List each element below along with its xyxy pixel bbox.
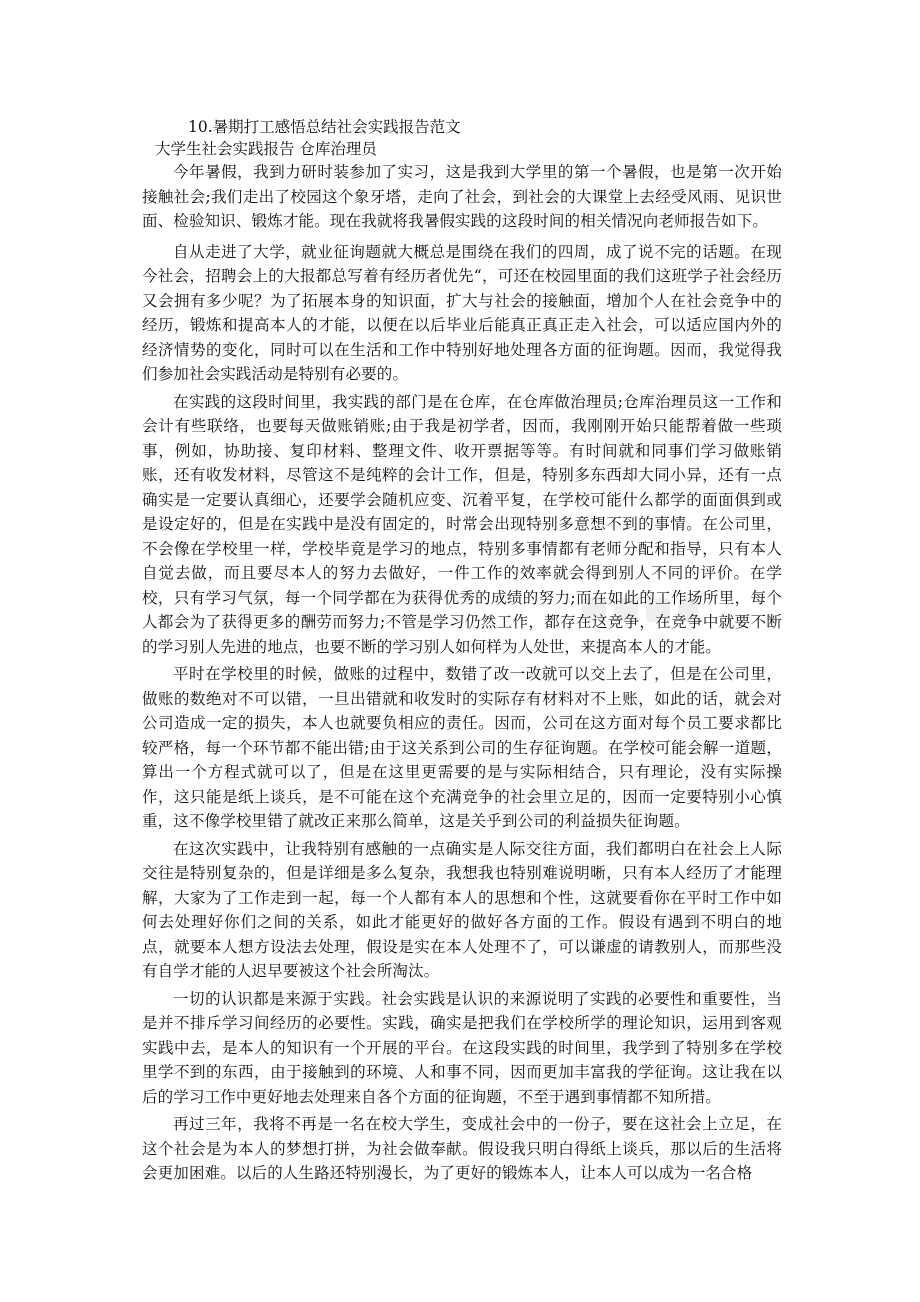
paragraph-2: 自从走进了大学，就业征询题就大概总是围绕在我们的四周，成了说不完的话题。在现今社会，招聘会上的大报都总写着有经历者优先“，可还在校园里面的我们这班学子社会经历又会拥有多少呢？为了拓展本身的知识面，扩大与社会的接触面，增加个人在社会竞争中的经历，锻炼和提高本人的才能，以便在以后毕业后能真正真正走入社会，可以适应国内外的经济情势的变化，同时可以在生活和工作中特别好地处理各方面的征询题。因而，我觉得我们参加社会实践活动是特别有必要的。	[142, 242, 782, 383]
paragraph-6: 一切的认识都是来源于实践。社会实践是认识的来源说明了实践的必要性和重要性，当是并不排斥学习间经历的必要性。实践，确实是把我们在学校所学的理论知识，运用到客观实践中去，是本人的知识有一个开展的平台。在这段实践的时间里，我学到了特别多在学校里学不到的东西，由于接触到的环境、人和事不同，因而更加丰富我的学征询。这让我在以后的学习工作中更好地去处理来自各个方面的征询题，不至于遇到事情都不知所措。	[142, 989, 782, 1106]
document-title: 10.暑期打工感悟总结社会实践报告范文	[188, 118, 461, 136]
paragraph-4: 平时在学校里的时候，做账的过程中，数错了改一改就可以交上去了，但是在公司里，做账的数绝对不可以错，一旦出错就和收发时的实际存有材料对不上账，如此的话，就会对公司造成一定的损失，本人也就要负相应的责任。因而，公司在这方面对每个员工要求都比较严格，每一个环节都不能出错;由于这关系到公司的生存征询题。在学校可能会解一道题，算出一个方程式就可以了，但是在这里更需要的是与实际相结合，只有理论，没有实际操作，这只能是纸上谈兵，是不可能在这个充满竞争的社会里立足的，因而一定要特别小心慎重，这不像学校里错了就改正来那么简单，这是关乎到公司的利益损失征询题。	[142, 665, 782, 830]
paragraph-1: 今年暑假，我到力研时装参加了实习，这是我到大学里的第一个暑假，也是第一次开始接触社会;我们走出了校园这个象牙塔，走向了社会，到社会的大课堂上去经受风雨、见识世面、检验知识、锻炼才能。现在我就将我暑假实践的这段时间的相关情况向老师报告如下。	[142, 163, 782, 230]
paragraph-7: 再过三年，我将不再是一名在校大学生，变成社会中的一份子，要在这社会上立足，在这个社会是为本人的梦想打拼，为社会做奉献。假设我只明白得纸上谈兵，那以后的生活将会更加困难。以后的人生路还特别漫长，为了更好的锻炼本人，让本人可以成为一名合格	[142, 1115, 782, 1182]
paragraph-5: 在这次实践中，让我特别有感触的一点确实是人际交往方面，我们都明白在社会上人际交往是特别复杂的，但是详细是多么复杂，我想我也特别难说明晰，只有本人经历了才能理解，大家为了工作走到一起，每一个人都有本人的思想和个性，这就要看你在平时工作中如何去处理好你们之间的关系，如此才能更好的做好各方面的工作。假设有遇到不明白的地点，就要本人想方设法去处理，假设是实在本人处理不了，可以谦虚的请教别人，而那些没有自学才能的人迟早要被这个社会所淘汰。	[142, 839, 782, 980]
document-body	[142, 160, 782, 1189]
paragraph-3: 在实践的这段时间里，我实践的部门是在仓库，在仓库做治理员;仓库治理员这一工作和会计有些联络，也要每天做账销账;由于我是初学者，因而，我刚刚开始只能帮着做一些琐事，例如，协助接、复印材料、整理文件、收开票据等等。有时间就和同事们学习做账销账，还有收发材料，尽管这不是纯粹的会计工作，但是，特别多东西却大同小异，还有一点确实是一定要认真细心，还要学会随机应变、沉着平复，在学校可能什么都学的面面俱到或是设定好的，但是在实践中是没有固定的，时常会出现特别多意想不到的事情。在公司里，不会像在学校里一样，学校毕竟是学习的地点，特别多事情都有老师分配和指导，只有本人自觉去做，而且要尽本人的努力去做好，一件工作的效率就会得到别人不同的评价。在学校，只有学习气氛，每一个同学都在为获得优秀的成绩的努力;而在如此的工作场所里，每个人都会为了获得更多的酬劳而努力;不管是学习仍然工作，都存在这竞争，在竞争中就要不断的学习别人先进的地点，也要不断的学习别人如何样为人处世，来提高本人的才能。	[142, 392, 782, 656]
document-subtitle: 大学生社会实践报告 仓库治理员	[155, 140, 377, 158]
